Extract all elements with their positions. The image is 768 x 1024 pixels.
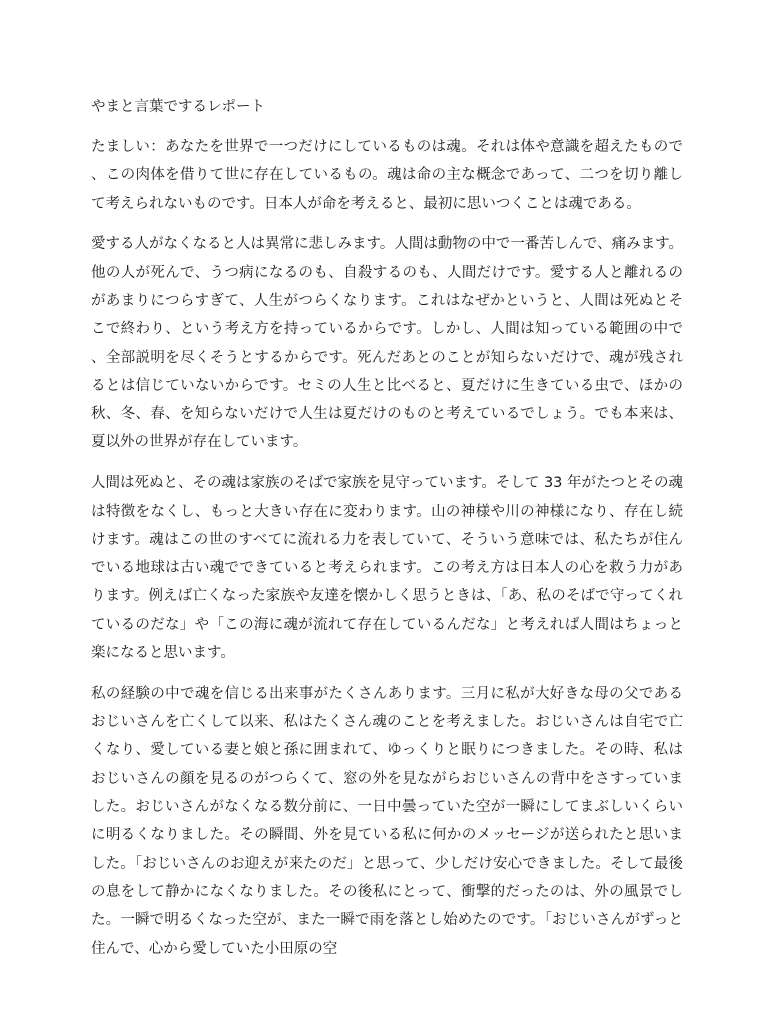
document-body [91, 93, 683, 963]
document-title: やまと言葉でするレポート [91, 99, 265, 115]
paragraph-personal-experience: 私の経験の中で魂を信じる出来事がたくさんあります。三月に私が大好きな母の父であるおじいさんを亡くして以来、私はたくさん魂のことを考えました。おじいさんは自宅で亡くなり、愛している妻と娘と孫に囲まれて、ゆっくりと眠りにつきました。その時、私はおじいさんの顔を見るのがつらくて、窓の外を見ながらおじいさんの背中をさすっていました。おじいさんがなくなる数分前に、一日中曇っていた空が一瞬にしてまぶしいくらいに明るくなりました。その瞬間、外を見ている私に何かのメッセージが送られたと思いました。「おじいさんのお迎えが来たのだ」と思って、少しだけ安心できました。そして最後の息をして静かになくなりました。その後私にとって、衝撃的だったのは、外の風景でした。一瞬で明るくなった空が、また一瞬で雨を落とし始めたのです。「おじいさんがずっと住んで、心から愛していた小田原の空 [91, 685, 683, 957]
paragraph-soul-definition: たましい：あなたを世界で一つだけにしているものは魂。それは体や意識を超えたもので、この肉体を借りて世に存在しているもの。魂は命の主な概念であって、二つを切り離して考えられないものです。日本人が命を考えると、最初に思いつくことは魂である。 [91, 139, 683, 212]
paragraph-grief: 愛する人がなくなると人は異常に悲しみます。人間は動物の中で一番苦しんで、痛みます。他の人が死んで、うつ病になるのも、自殺するのも、人間だけです。愛する人と離れるのがあまりにつらすぎて、人生がつらくなります。これはなぜかというと、人間は死ぬとそこで終わり、という考え方を持っているからです。しかし、人間は知っている範囲の中で、全部説明を尽くそうとするからです。死んだあとのことが知らないだけで、魂が残されるとは信じていないからです。セミの人生と比べると、夏だけに生きている虫で、ほかの秋、冬、春、を知らないだけで人生は夏だけのものと考えているでしょう。でも本来は、夏以外の世界が存在しています。 [91, 236, 683, 451]
paragraph-soul-after-death: 人間は死ぬと、その魂は家族のそばで家族を見守っています。そして 33 年がたつとその魂は特徴をなくし、もっと大きい存在に変わります。山の神様や川の神様になり、存在し続けます。魂はこの世のすべてに流れる力を表していて、そういう意味では、私たちが住んでいる地球は古い魂でできていると考えられます。この考え方は日本人の心を救う力があります。例えば亡くなった家族や友達を懐かしく思うときは、「あ、私のそばで守ってくれているのだな」や「この海に魂が流れて存在しているんだな」と考えれば人間はちょっと楽になると思います。 [91, 475, 684, 662]
